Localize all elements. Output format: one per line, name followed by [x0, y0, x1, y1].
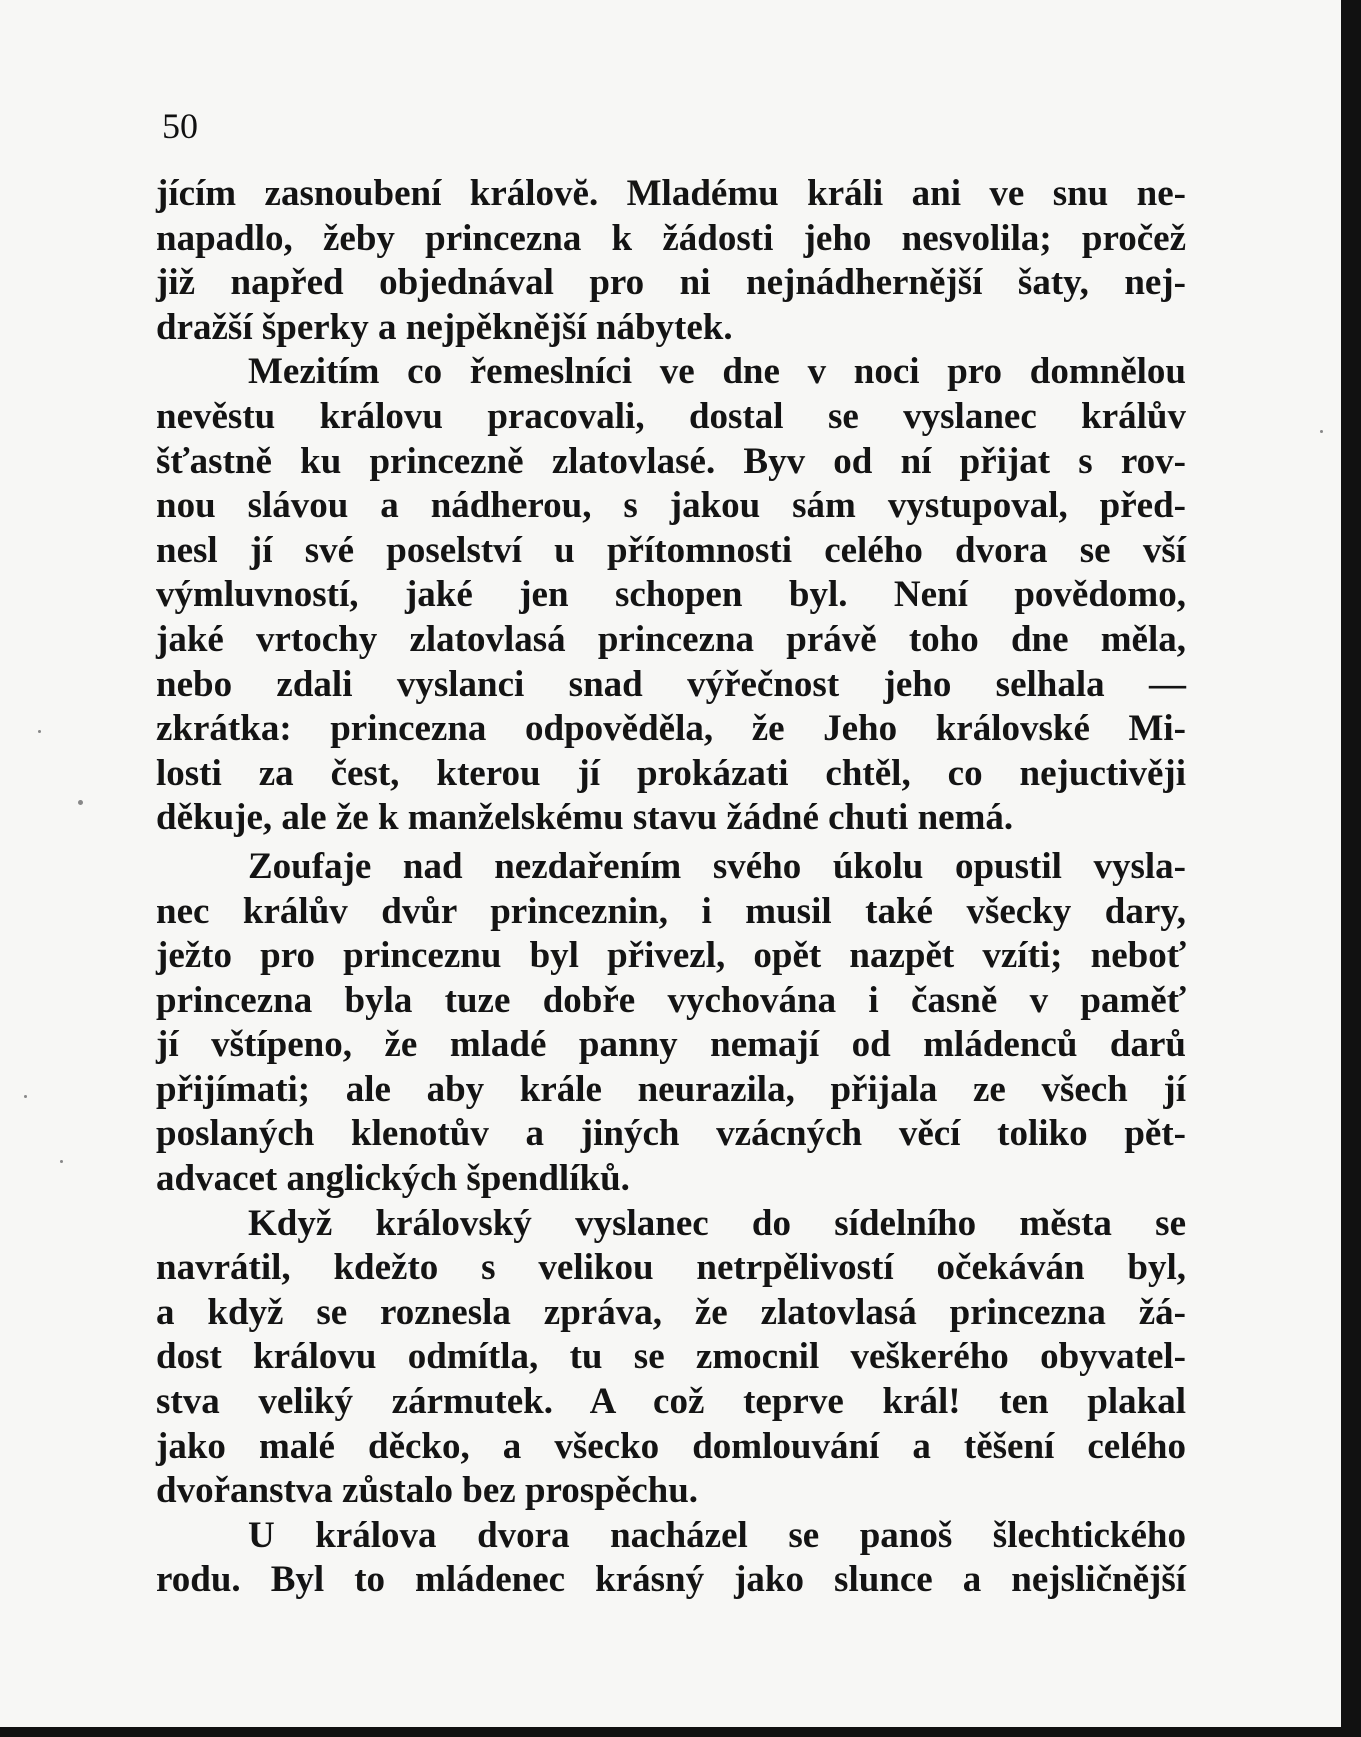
text-line: jaké vrtochy zlatovlasá princezna právě toho dne měla, — [156, 618, 1186, 660]
paragraph — [156, 350, 1186, 841]
text-line: Mezitím co řemeslníci ve dne v noci pro domnělou — [248, 351, 1186, 393]
text-line: dvořanstva zůstalo bez prospěchu. — [156, 1470, 699, 1512]
text-line: již napřed objednával pro ni nejnádhernější šaty, nej- — [156, 262, 1186, 304]
scan-edge-bottom — [0, 1727, 1361, 1737]
text-line: losti za čest, kterou jí prokázati chtěl, co nejuctivěji — [156, 752, 1186, 794]
scan-speck — [60, 1160, 63, 1163]
text-line: ježto pro princeznu byl přivezl, opět nazpět vzíti; neboť — [156, 935, 1186, 977]
text-line: U králova dvora nacházel se panoš šlechtického — [248, 1514, 1186, 1556]
scan-speck — [38, 730, 41, 733]
text-line: advacet anglických špendlíků. — [156, 1158, 630, 1200]
text-line: stva veliký zármutek. A což teprve král! ten plakal — [156, 1381, 1186, 1423]
text-line: šťastně ku princezně zlatovlasé. Byv od ní přijat s rov- — [156, 440, 1186, 482]
text-line: dost královu odmítla, tu se zmocnil veškerého obyvatel- — [156, 1336, 1186, 1378]
text-line: děkuje, ale že k manželskému stavu žádné chuti nemá. — [156, 797, 1014, 839]
paragraph — [156, 1202, 1186, 1514]
scan-speck — [78, 800, 83, 805]
text-line: napadlo, žeby princezna k žádosti jeho nesvolila; pročež — [156, 217, 1186, 259]
text-line: poslaných klenotův a jiných vzácných věcí toliko pět- — [156, 1113, 1186, 1155]
paragraph — [156, 1514, 1186, 1603]
text-line: zkrátka: princezna odpověděla, že Jeho královské Mi- — [156, 708, 1186, 750]
page-number: 50 — [162, 106, 198, 146]
text-line: jí vštípeno, že mladé panny nemají od mládenců darů — [156, 1024, 1186, 1066]
text-line: nou slávou a nádherou, s jakou sám vystupoval, před- — [156, 485, 1186, 527]
text-line: Když královský vyslanec do sídelního města se — [248, 1202, 1186, 1244]
text-line: nesl jí své poselství u přítomnosti celého dvora se vší — [156, 529, 1186, 571]
page-text — [156, 172, 1186, 1603]
text-line: navrátil, kdežto s velikou netrpělivostí očekáván byl, — [156, 1247, 1186, 1289]
text-line: a když se roznesla zpráva, že zlatovlasá princezna žá- — [156, 1291, 1186, 1333]
text-line: přijímati; ale aby krále neurazila, přijala ze všech jí — [156, 1068, 1186, 1110]
paragraph — [156, 172, 1186, 350]
text-line: výmluvností, jaké jen schopen byl. Není povědomo, — [156, 574, 1186, 616]
text-line: jako malé děcko, a všecko domlouvání a těšení celého — [156, 1425, 1186, 1467]
text-line: dražší šperky a nejpěknější nábytek. — [156, 306, 733, 348]
text-line: nebo zdali vyslanci snad výřečnost jeho selhala — — [156, 663, 1186, 705]
text-line: princezna byla tuze dobře vychována i časně v paměť — [156, 979, 1186, 1021]
text-line: jícím zasnoubení královĕ. Mladému králi ani ve snu ne- — [156, 173, 1186, 214]
text-line: nevěstu královu pracovali, dostal se vyslanec králův — [156, 395, 1186, 437]
scan-edge-right — [1341, 0, 1361, 1737]
text-line: nec králův dvůr princeznin, i musil také všecky dary, — [156, 890, 1186, 932]
text-line: rodu. Byl to mládenec krásný jako slunce a nejsličnější — [156, 1559, 1186, 1601]
text-line: Zoufaje nad nezdařením svého úkolu opustil vysla- — [248, 845, 1186, 887]
paragraph — [156, 845, 1186, 1202]
scan-speck — [1320, 430, 1323, 433]
scan-speck — [24, 1095, 27, 1098]
